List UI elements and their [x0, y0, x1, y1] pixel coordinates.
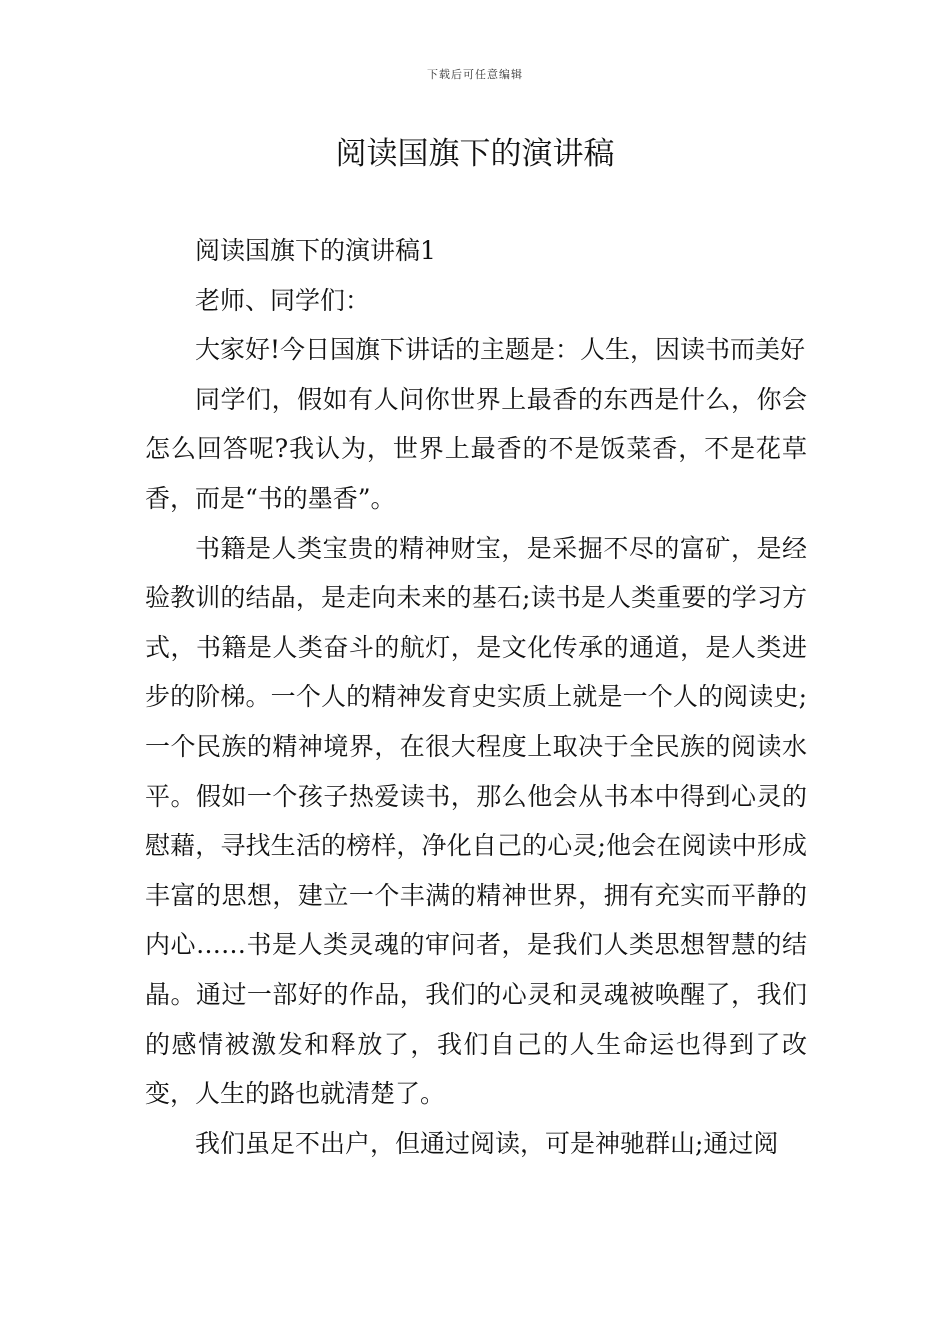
paragraph-greeting: 大家好!今日国旗下讲话的主题是：人生，因读书而美好	[195, 335, 806, 365]
paragraph-body: 同学们，假如有人问你世界上最香的东西是什么，你会怎么回答呢?我认为，世界上最香的不是饭菜香，不是花草香，而是“书的墨香”。	[145, 384, 807, 513]
paragraph-salutation: 老师、同学们：	[195, 285, 371, 315]
paragraph-body: 书籍是人类宝贵的精神财宝，是采掘不尽的富矿，是经验教训的结晶，是走向未来的基石;读书是人类重要的学习方式，书籍是人类奋斗的航灯，是文化传承的通道，是人类进步的阶梯。一个人的精神发育史实质上就是一个人的阅读史;一个民族的精神境界，在很大程度上取决于全民族的阅读水平。假如一个孩子热爱读书，那么他会从书本中得到心灵的慰藉，寻找生活的榜样，净化自己的心灵;他会在阅读中形成丰富的思想，建立一个丰满的精神世界，拥有充实而平静的内心……书是人类灵魂的审问者，是我们人类思想智慧的结晶。通过一部好的作品，我们的心灵和灵魂被唤醒了，我们的感情被激发和释放了，我们自己的人生命运也得到了改变，人生的路也就清楚了。	[145, 533, 807, 1109]
page-header-note: 下载后可任意编辑	[427, 68, 523, 81]
document-body	[145, 226, 807, 1168]
document-title: 阅读国旗下的演讲稿	[335, 136, 615, 172]
paragraph-body: 我们虽足不出户，但通过阅读，可是神驰群山;通过阅	[195, 1128, 779, 1158]
paragraph-subtitle: 阅读国旗下的演讲稿1	[195, 236, 436, 265]
